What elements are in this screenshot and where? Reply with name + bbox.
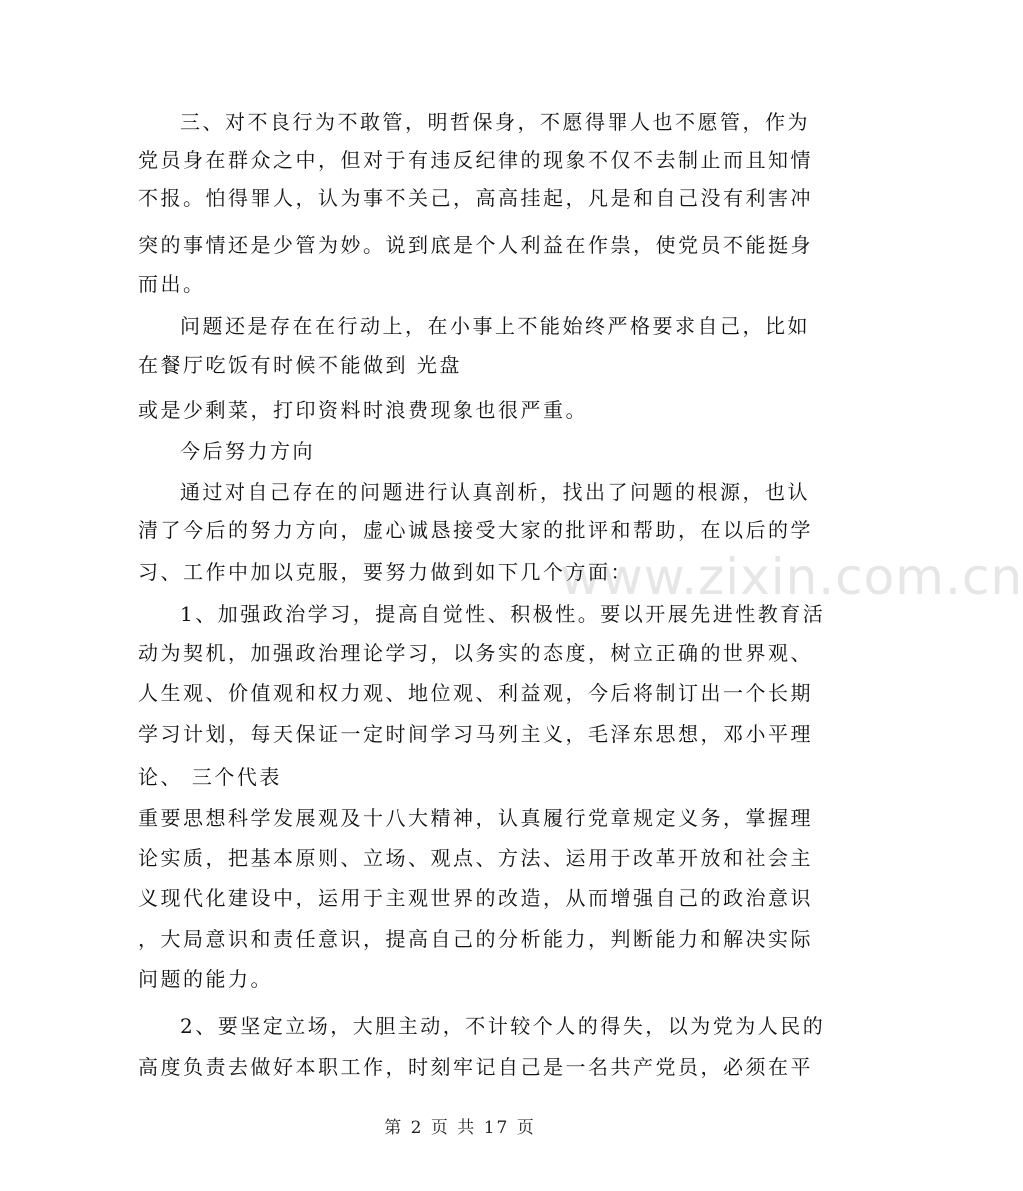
text-line: 而出。: [138, 272, 206, 296]
watermark: www.zixin.com.cn: [560, 548, 1023, 606]
text-line: 习、工作中加以克服，要努力做到如下几个方面：: [138, 560, 633, 584]
text-line: 2、要坚定立场，大胆主动，不计较个人的得失，以为党为人民的: [180, 1014, 826, 1038]
page-number-footer: 第 2 页 共 17 页: [384, 1118, 536, 1138]
text-line: 通过对自己存在的问题进行认真剖析，找出了问题的根源，也认: [180, 480, 810, 504]
text-line: 在餐厅吃饭有时候不能做到 光盘: [138, 353, 462, 377]
text-line: 清了今后的努力方向，虚心诚恳接受大家的批评和帮助，在以后的学: [138, 518, 813, 542]
text-line: 三、对不良行为不敢管，明哲保身，不愿得罪人也不愿管，作为: [180, 110, 810, 134]
text-line: 动为契机，加强政治理论学习，以务实的态度，树立正确的世界观、: [138, 641, 813, 665]
text-line: 党员身在群众之中，但对于有违反纪律的现象不仅不去制止而且知情: [138, 148, 813, 172]
section-heading: 今后努力方向: [180, 439, 315, 463]
text-line: 高度负责去做好本职工作，时刻牢记自己是一名共产党员，必须在平: [138, 1055, 813, 1079]
text-line: 论实质，把基本原则、立场、观点、方法、运用于改革开放和社会主: [138, 846, 813, 870]
text-line: 突的事情还是少管为妙。说到底是个人利益在作祟，使党员不能挺身: [138, 233, 813, 257]
text-line: 论、 三个代表: [138, 765, 282, 789]
text-line: 1、加强政治学习，提高自觉性、积极性。要以开展先进性教育活: [180, 602, 826, 626]
text-line: 问题还是存在在行动上，在小事上不能始终严格要求自己，比如: [180, 314, 810, 338]
text-line: 学习计划，每天保证一定时间学习马列主义，毛泽东思想，邓小平理: [138, 722, 813, 746]
text-line: 或是少剩菜，打印资料时浪费现象也很严重。: [138, 398, 588, 422]
text-line: 重要思想科学发展观及十八大精神，认真履行党章规定义务，掌握理: [138, 806, 813, 830]
text-line: 不报。怕得罪人，认为事不关己，高高挂起，凡是和自己没有利害冲: [138, 186, 813, 210]
text-line: 义现代化建设中，运用于主观世界的改造，从而增强自己的政治意识: [138, 886, 813, 910]
text-line: 人生观、价值观和权力观、地位观、利益观，今后将制订出一个长期: [138, 681, 813, 705]
text-line: 问题的能力。: [138, 967, 273, 991]
text-line: ，大局意识和责任意识，提高自己的分析能力，判断能力和解决实际: [138, 927, 813, 951]
